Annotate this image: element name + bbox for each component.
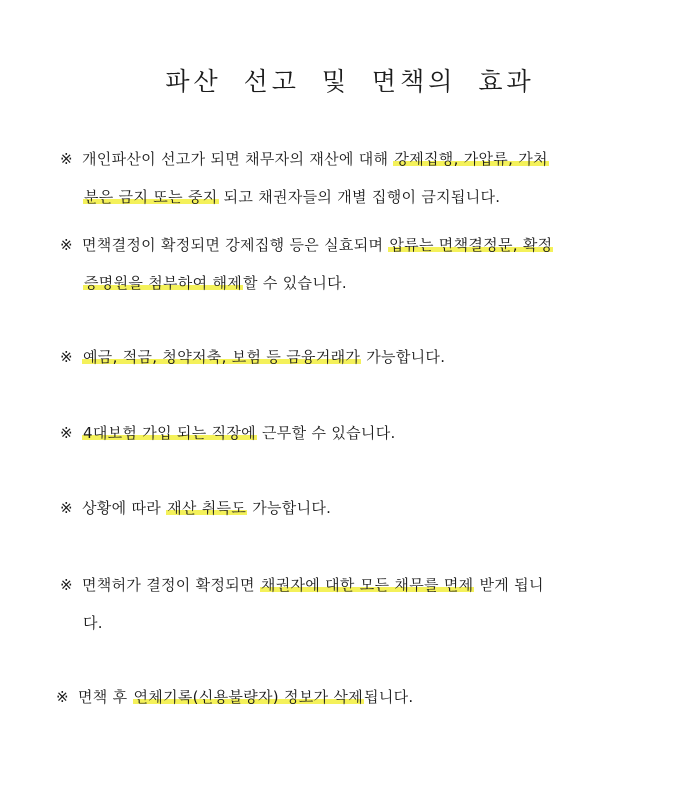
reference-mark: ※ bbox=[60, 499, 73, 517]
reference-mark: ※ bbox=[56, 688, 69, 706]
item-text: 개인파산이 선고가 되면 채무자의 재산에 대해 강제집행, 가압류, 가처 bbox=[82, 150, 548, 168]
highlighted-text: 4대보험 가입 되는 직장에 bbox=[83, 424, 256, 442]
item-line: ※ 상황에 따라 재산 취득도 가능합니다. bbox=[60, 489, 645, 527]
item-line: ※ 4대보험 가입 되는 직장에 근무할 수 있습니다. bbox=[60, 414, 645, 452]
reference-mark: ※ bbox=[60, 236, 73, 254]
item-line: 분은 금지 또는 중지 되고 채권자들의 개별 집행이 금지됩니다. bbox=[84, 188, 501, 206]
reference-mark: ※ bbox=[60, 576, 73, 594]
item-line: ※ 면책 후 연체기록(신용불량자) 정보가 삭제됩니다. bbox=[56, 678, 641, 716]
effect-item-7 bbox=[56, 678, 641, 716]
highlighted-text: 증명원을 첨부하여 해제 bbox=[84, 274, 243, 292]
highlighted-text: 압류는 면책결정문, 확정 bbox=[389, 236, 553, 254]
effect-item-2 bbox=[60, 226, 645, 302]
effect-item-4 bbox=[60, 414, 645, 452]
reference-mark: ※ bbox=[60, 424, 73, 442]
highlighted-text: 재산 취득도 bbox=[167, 499, 247, 517]
effect-item-6 bbox=[60, 566, 645, 642]
effect-item-5 bbox=[60, 489, 645, 527]
effect-item-1 bbox=[60, 140, 645, 216]
item-line: ※ 면책허가 결정이 확정되면 채권자에 대한 모든 채무를 면제 받게 됩니 bbox=[60, 566, 645, 604]
highlighted-text: 분은 금지 또는 중지 bbox=[84, 188, 218, 206]
highlighted-text: 예금, 적금, 청약저축, 보험 등 금융거래가 bbox=[83, 348, 361, 366]
reference-mark: ※ bbox=[60, 150, 73, 168]
highlighted-text: 연체기록(신용불량자) 정보가 삭제 bbox=[133, 688, 364, 706]
item-line bbox=[60, 140, 645, 178]
item-line: ※ 면책결정이 확정되면 강제집행 등은 실효되며 압류는 면책결정문, 확정 bbox=[60, 226, 645, 264]
item-line: ※ 예금, 적금, 청약저축, 보험 등 금융거래가 가능합니다. bbox=[60, 338, 645, 376]
item-line: 다. bbox=[83, 614, 103, 632]
item-line: 증명원을 첨부하여 해제할 수 있습니다. bbox=[84, 274, 347, 292]
reference-mark: ※ bbox=[60, 348, 73, 366]
page-title: 파산 선고 및 면책의 효과 bbox=[165, 67, 535, 96]
highlighted-text: 강제집행, 가압류, 가처 bbox=[394, 150, 548, 168]
effect-item-3 bbox=[60, 338, 645, 376]
highlighted-text: 채권자에 대한 모든 채무를 면제 bbox=[260, 576, 474, 594]
